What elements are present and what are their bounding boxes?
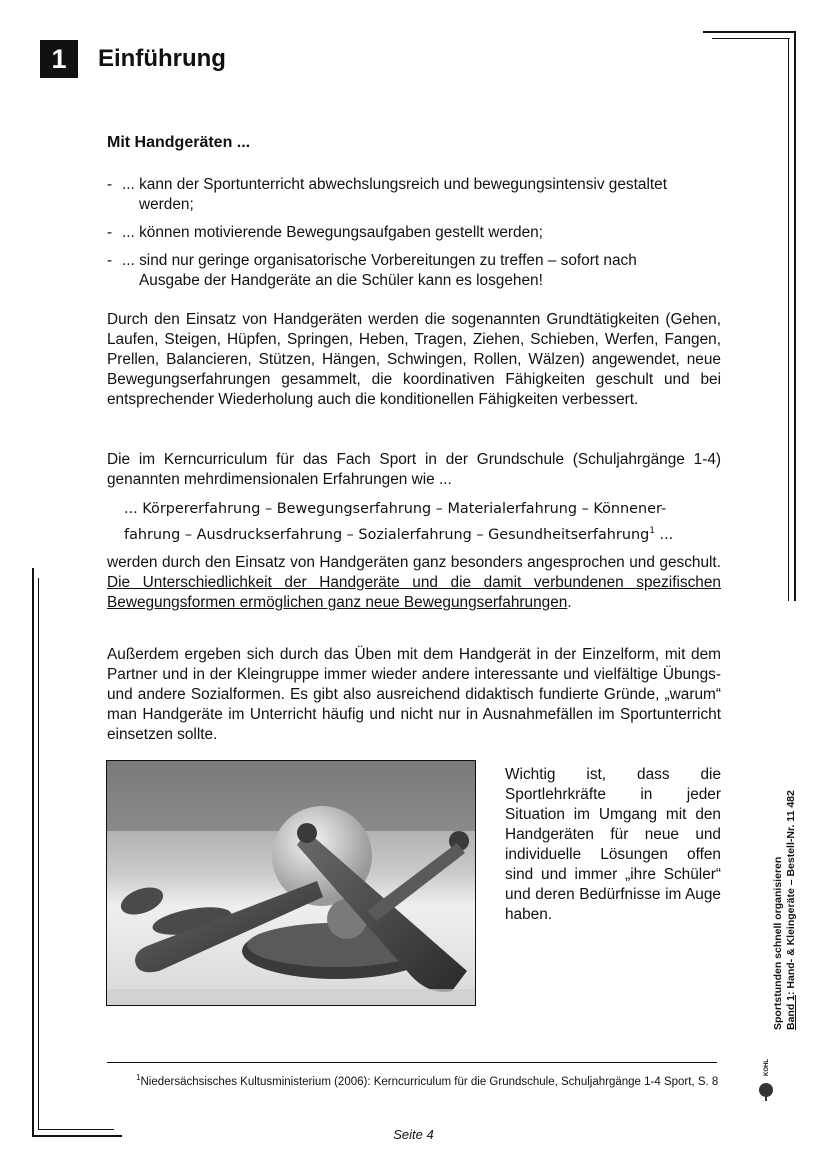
bullet-dash: - bbox=[107, 176, 113, 193]
frame-line-right-outer bbox=[794, 31, 796, 601]
quote-line2: fahrung – Ausdruckserfahrung – Sozialerfahrung – Gesundheitserfahrung bbox=[124, 526, 650, 543]
frame-line-top-right-2 bbox=[712, 38, 790, 39]
bullet-dash: - bbox=[107, 224, 113, 241]
quote-line2-wrap bbox=[124, 520, 724, 546]
paragraph-sozialformen: Außerdem ergeben sich durch das Üben mit dem Handgerät in der Einzelform, mit dem Partner und in der Kleingruppe immer wieder andere interessante und vielfältige Übungs- und andere Sozialformen. Es gibt also ausreichend didaktisch fundierte Gründe, „warum“ man Handgeräte im Unterricht häufig und nicht nur in Ausnahmefällen im Sportunterricht einsetzen sollte. bbox=[107, 646, 721, 743]
frame-line-right-inner bbox=[788, 38, 789, 601]
kohl-logo-icon bbox=[758, 1040, 788, 1104]
paragraph-grundtaetigkeiten: Durch den Einsatz von Handgeräten werden die sogenannten Grundtätigkeiten (Gehen, Laufen, Steigen, Hüpfen, Springen, Heben, Tragen, Ziehen, Schieben, Werfen, Fangen, Prellen, Balancieren, Stützen, Hängen, Schwingen, Rollen, Wälzen) angewendet, neue Bewegungserfahrungen gesammelt, die koordinativen Fähigkeiten geschult und bei entsprechender Wiederholung auch die konditionellen Fähigkeiten verbessert. bbox=[107, 311, 721, 408]
side-caption bbox=[772, 790, 798, 1030]
bullet-line1: ... kann der Sportunterricht abwechslungsreich und bewegungsintensiv gestaltet bbox=[122, 176, 667, 193]
bullet-line1: ... können motivierende Bewegungsaufgaben gestellt werden; bbox=[122, 224, 543, 241]
page-number: Seite 4 bbox=[393, 1127, 434, 1142]
quote-erfahrungen bbox=[124, 498, 724, 546]
kohl-logo bbox=[758, 1040, 788, 1104]
paragraph3-end: . bbox=[567, 594, 572, 611]
paragraph-kerncurriculum: Die im Kerncurriculum für das Fach Sport in der Grundschule (Schuljahrgänge 1-4) genannten mehrdimensionalen Erfahrungen wie ... bbox=[107, 451, 721, 488]
frame-line-top-right bbox=[703, 31, 796, 33]
bullet-item bbox=[107, 251, 721, 291]
chapter-number: 1 bbox=[51, 43, 67, 74]
footnote bbox=[136, 1073, 718, 1088]
side-caption-line2-rest: : Hand- & Kleingeräte – Bestell-Nr. 11 482 bbox=[785, 790, 797, 995]
side-caption-line2 bbox=[785, 790, 798, 1030]
bullet-item bbox=[107, 175, 721, 215]
bullet-line2: werden; bbox=[139, 196, 194, 213]
bullet-line1: ... sind nur geringe organisatorische Vorbereitungen zu treffen – sofort nach bbox=[122, 252, 637, 269]
subheading: Mit Handgeräten ... bbox=[107, 134, 251, 151]
quote-ending: ... bbox=[654, 526, 674, 543]
side-caption-line1: Sportstunden schnell organisieren bbox=[772, 856, 784, 1030]
frame-line-left-inner bbox=[38, 578, 39, 1130]
bullet-line2: Ausgabe der Handgeräte an die Schüler kann es losgehen! bbox=[139, 272, 543, 289]
chapter-number-badge bbox=[40, 40, 78, 78]
photo-juggling-clubs-image bbox=[107, 761, 475, 1005]
bullet-item bbox=[107, 223, 721, 243]
quote-line1: ... Körpererfahrung – Bewegungserfahrung – Materialerfahrung – Könnener- bbox=[124, 501, 667, 517]
chapter-title: Einführung bbox=[98, 45, 226, 72]
frame-line-left-outer bbox=[32, 568, 34, 1136]
side-caption-band: Band 1 bbox=[785, 994, 797, 1030]
paragraph-unterschiedlichkeit bbox=[107, 553, 721, 613]
bullet-list bbox=[107, 175, 721, 299]
footnote-reference: 1 bbox=[649, 526, 655, 536]
footnote-divider bbox=[107, 1062, 717, 1063]
sidebar-text-wichtig: Wichtig ist, dass die Sportlehrkräfte in jeder Situation im Umgang mit den Handgeräten für neue und individuelle Lösungen offen sind und immer „ihre Schüler“ und deren Bedürfnisse im Auge haben. bbox=[505, 766, 721, 923]
footnote-mark: 1 bbox=[136, 1073, 141, 1082]
footnote-text: Niedersächsisches Kultusministerium (2006): Kerncurriculum für die Grundschule, Schuljahrgänge 1-4 Sport, S. 8 bbox=[140, 1075, 719, 1088]
paragraph3-underlined: Die Unterschiedlichkeit der Handgeräte und die damit verbundenen spezifischen Bewegungsformen ermöglichen ganz neue Bewegungserfahrungen bbox=[107, 574, 721, 611]
bullet-dash: - bbox=[107, 252, 113, 269]
kohl-logo-text: KOHL bbox=[764, 1059, 770, 1076]
paragraph3-text: werden durch den Einsatz von Handgeräten ganz besonders angesprochen und geschult. bbox=[107, 554, 721, 571]
photo-juggling-clubs bbox=[106, 760, 476, 1006]
